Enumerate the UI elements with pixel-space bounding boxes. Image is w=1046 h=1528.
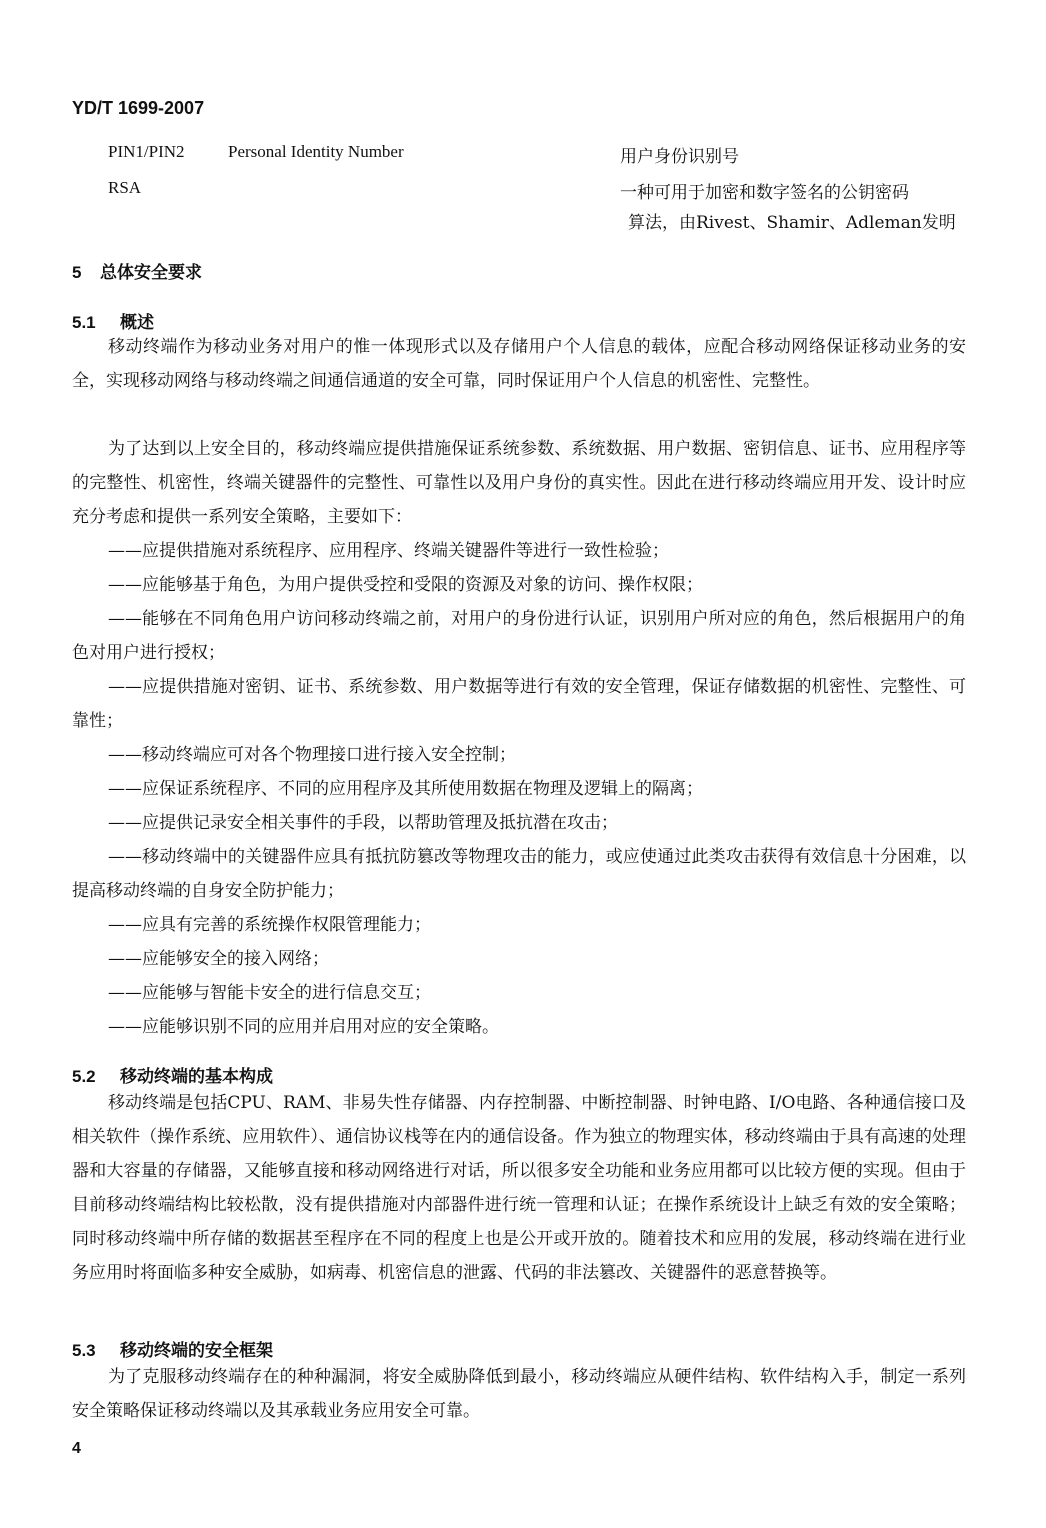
list-item: ——应提供措施对系统程序、应用程序、终端关键器件等进行一致性检验； (108, 541, 669, 561)
abbreviation-row (0, 142, 1046, 172)
section-title: 总体安全要求 (100, 263, 202, 283)
paragraph-basic-composition: 移动终端是包括CPU、RAM、非易失性存储器、内存控制器、中断控制器、时钟电路、I/O电路、各种通信接口及相关软件（操作系统、应用软件）、通信协议栈等在内的通信设备。作为独立的物理实体，移动终端由于具有高速的处理器和大容量的存储器，又能够直接和移动网络进行对话，所以很多安全功能和业务应用都可以比较方便的实现。但由于目前移动终端结构比较松散，没有提供措施对内部器件进行统一管理和认证；在操作系统设计上缺乏有效的安全策略；同时移动终端中所存储的数据甚至程序在不同的程度上也是公开或开放的。随着技术和应用的发展，移动终端在进行业务应用时将面临多种安全威胁，如病毒、机密信息的泄露、代码的非法篡改、关键器件的恶意替换等。 (72, 1093, 966, 1283)
abbreviation-row-continued (0, 208, 1046, 238)
section-heading-5 (72, 258, 202, 283)
paragraph-overview-1: 移动终端作为移动业务对用户的惟一体现形式以及存储用户个人信息的载体，应配合移动网络保证移动业务的安全，实现移动网络与移动终端之间通信通道的安全可靠，同时保证用户个人信息的机密性、完整性。 (72, 337, 966, 391)
list-item: ——应能够识别不同的应用并启用对应的安全策略。 (108, 1017, 499, 1037)
paragraph-overview-2: 为了达到以上安全目的，移动终端应提供措施保证系统参数、系统数据、用户数据、密钥信息、证书、应用程序等的完整性、机密性，终端关键器件的完整性、可靠性以及用户身份的真实性。因此在进行移动终端应用开发、设计时应充分考虑和提供一系列安全策略，主要如下： (72, 439, 966, 527)
list-item: ——应具有完善的系统操作权限管理能力； (108, 915, 431, 935)
section-heading-5-3 (72, 1336, 273, 1361)
section-number: 5.2 (72, 1067, 96, 1086)
section-title: 概述 (120, 313, 154, 333)
abbreviation-row (0, 178, 1046, 208)
page-number: 4 (72, 1440, 81, 1457)
section-title: 移动终端的基本构成 (120, 1067, 273, 1087)
abbreviation-term: PIN1/PIN2 (108, 142, 185, 161)
list-item: ——移动终端应可对各个物理接口进行接入安全控制； (108, 745, 516, 765)
section-number: 5.3 (72, 1341, 96, 1360)
section-number: 5 (72, 263, 82, 282)
list-item: ——能够在不同角色用户访问移动终端之前，对用户的身份进行认证，识别用户所对应的角色，然后根据用户的角色对用户进行授权； (72, 609, 966, 663)
list-item: ——应能够基于角色，为用户提供受控和受限的资源及对象的访问、操作权限； (108, 575, 703, 595)
document-code: YD/T 1699-2007 (72, 98, 205, 118)
list-item: ——移动终端中的关键器件应具有抵抗防篡改等物理攻击的能力，或应使通过此类攻击获得有效信息十分困难，以提高移动终端的自身安全防护能力； (72, 847, 966, 901)
abbreviation-chinese: 一种可用于加密和数字签名的公钥密码 (620, 183, 909, 203)
abbreviation-term: RSA (108, 178, 142, 197)
list-item: ——应保证系统程序、不同的应用程序及其所使用数据在物理及逻辑上的隔离； (108, 779, 703, 799)
list-item: ——应提供记录安全相关事件的手段，以帮助管理及抵抗潜在攻击； (108, 813, 618, 833)
list-item: ——应提供措施对密钥、证书、系统参数、用户数据等进行有效的安全管理，保证存储数据的机密性、完整性、可靠性； (72, 677, 966, 731)
paragraph-security-framework: 为了克服移动终端存在的种种漏洞，将安全威胁降低到最小，移动终端应从硬件结构、软件结构入手，制定一系列安全策略保证移动终端以及其承载业务应用安全可靠。 (72, 1367, 966, 1421)
list-item: ——应能够安全的接入网络； (108, 949, 329, 969)
abbreviation-chinese-continued: 算法，由Rivest、Shamir、Adleman发明 (628, 213, 956, 233)
list-item: ——应能够与智能卡安全的进行信息交互； (108, 983, 431, 1003)
section-title: 移动终端的安全框架 (120, 1341, 273, 1361)
section-number: 5.1 (72, 313, 96, 332)
abbreviation-chinese: 用户身份识别号 (620, 147, 739, 167)
section-heading-5-2 (72, 1062, 273, 1087)
abbreviation-english: Personal Identity Number (228, 142, 404, 161)
